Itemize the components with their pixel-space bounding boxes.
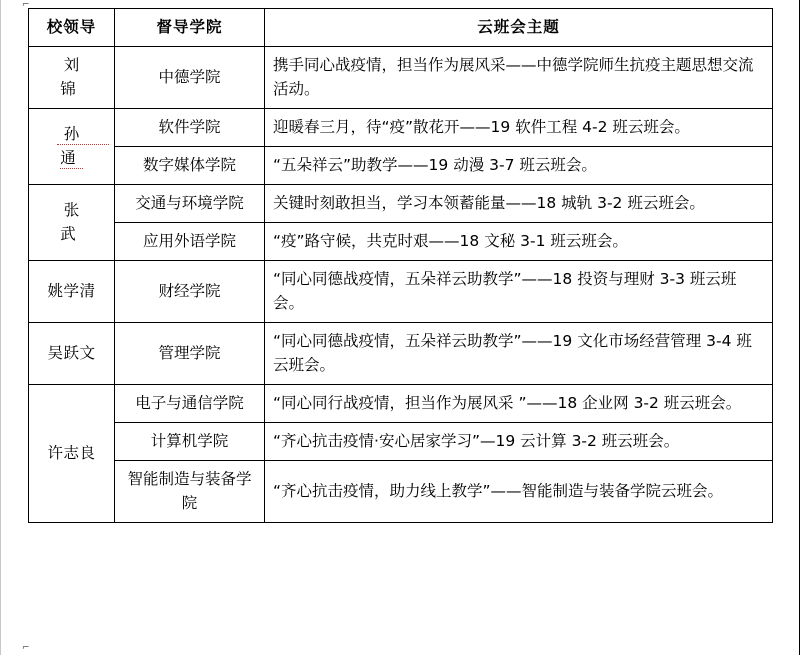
cell-theme: 关键时刻敢担当，学习本领蓄能量——18 城轨 3-2 班云班会。: [265, 185, 773, 223]
cell-leader: [29, 385, 115, 523]
cell-college: 智能制造与装备学院: [115, 461, 265, 523]
header-cell-leader: 校领导: [29, 9, 115, 47]
cell-leader: [29, 261, 115, 323]
cell-theme: “同心同德战疫情，五朵祥云助教学”——19 文化市场经营管理 3-4 班云班会。: [265, 323, 773, 385]
leader-name: 刘 锦: [60, 56, 109, 99]
table-header-row: [29, 9, 773, 47]
leader-name: 姚学清: [47, 282, 96, 301]
crop-mark-bottom-left: ⌐: [22, 643, 30, 653]
cell-leader: [29, 323, 115, 385]
leader-name: 孙 通: [57, 125, 109, 169]
table-row: [29, 423, 773, 461]
cloud-class-meeting-table: [28, 8, 773, 523]
cell-leader: [29, 47, 115, 109]
leader-name: 许志良: [47, 444, 96, 463]
page-left-edge: [0, 0, 1, 655]
cell-theme: 携手同心战疫情，担当作为展风采——中德学院师生抗疫主题思想交流活动。: [265, 47, 773, 109]
cell-theme: “疫”路守候，共克时艰——18 文秘 3-1 班云班会。: [265, 223, 773, 261]
header-cell-college: 督导学院: [115, 9, 265, 47]
cell-college: 交通与环境学院: [115, 185, 265, 223]
cell-theme: “同心同行战疫情，担当作为展风采 ”——18 企业网 3-2 班云班会。: [265, 385, 773, 423]
cell-college: 计算机学院: [115, 423, 265, 461]
cell-theme: “五朵祥云”助教学——19 动漫 3-7 班云班会。: [265, 147, 773, 185]
table-row: [29, 261, 773, 323]
cell-theme: “齐心抗击疫情·安心居家学习”—19 云计算 3-2 班云班会。: [265, 423, 773, 461]
cell-theme: “齐心抗击疫情，助力线上教学”——智能制造与装备学院云班会。: [265, 461, 773, 523]
leader-name: 张 武: [60, 201, 109, 244]
cell-theme: 迎暖春三月，待“疫”散花开——19 软件工程 4-2 班云班会。: [265, 109, 773, 147]
cell-college: 电子与通信学院: [115, 385, 265, 423]
cell-leader: [29, 109, 115, 185]
cell-theme: “同心同德战疫情，五朵祥云助教学”——18 投资与理财 3-3 班云班会。: [265, 261, 773, 323]
table-row: [29, 223, 773, 261]
table-row: [29, 147, 773, 185]
cell-leader: [29, 185, 115, 261]
table-row: [29, 185, 773, 223]
crop-mark-top-left: ⌐: [22, 0, 30, 10]
table-row: [29, 323, 773, 385]
header-cell-theme: 云班会主题: [265, 9, 773, 47]
cell-college: 数字媒体学院: [115, 147, 265, 185]
cell-college: 应用外语学院: [115, 223, 265, 261]
table-row: [29, 109, 773, 147]
cell-college: 中德学院: [115, 47, 265, 109]
table-row: [29, 385, 773, 423]
leader-name: 吴跃文: [47, 344, 96, 363]
cell-college: 管理学院: [115, 323, 265, 385]
cell-college: 财经学院: [115, 261, 265, 323]
table-row: [29, 47, 773, 109]
table-row: [29, 461, 773, 523]
cell-college: 软件学院: [115, 109, 265, 147]
